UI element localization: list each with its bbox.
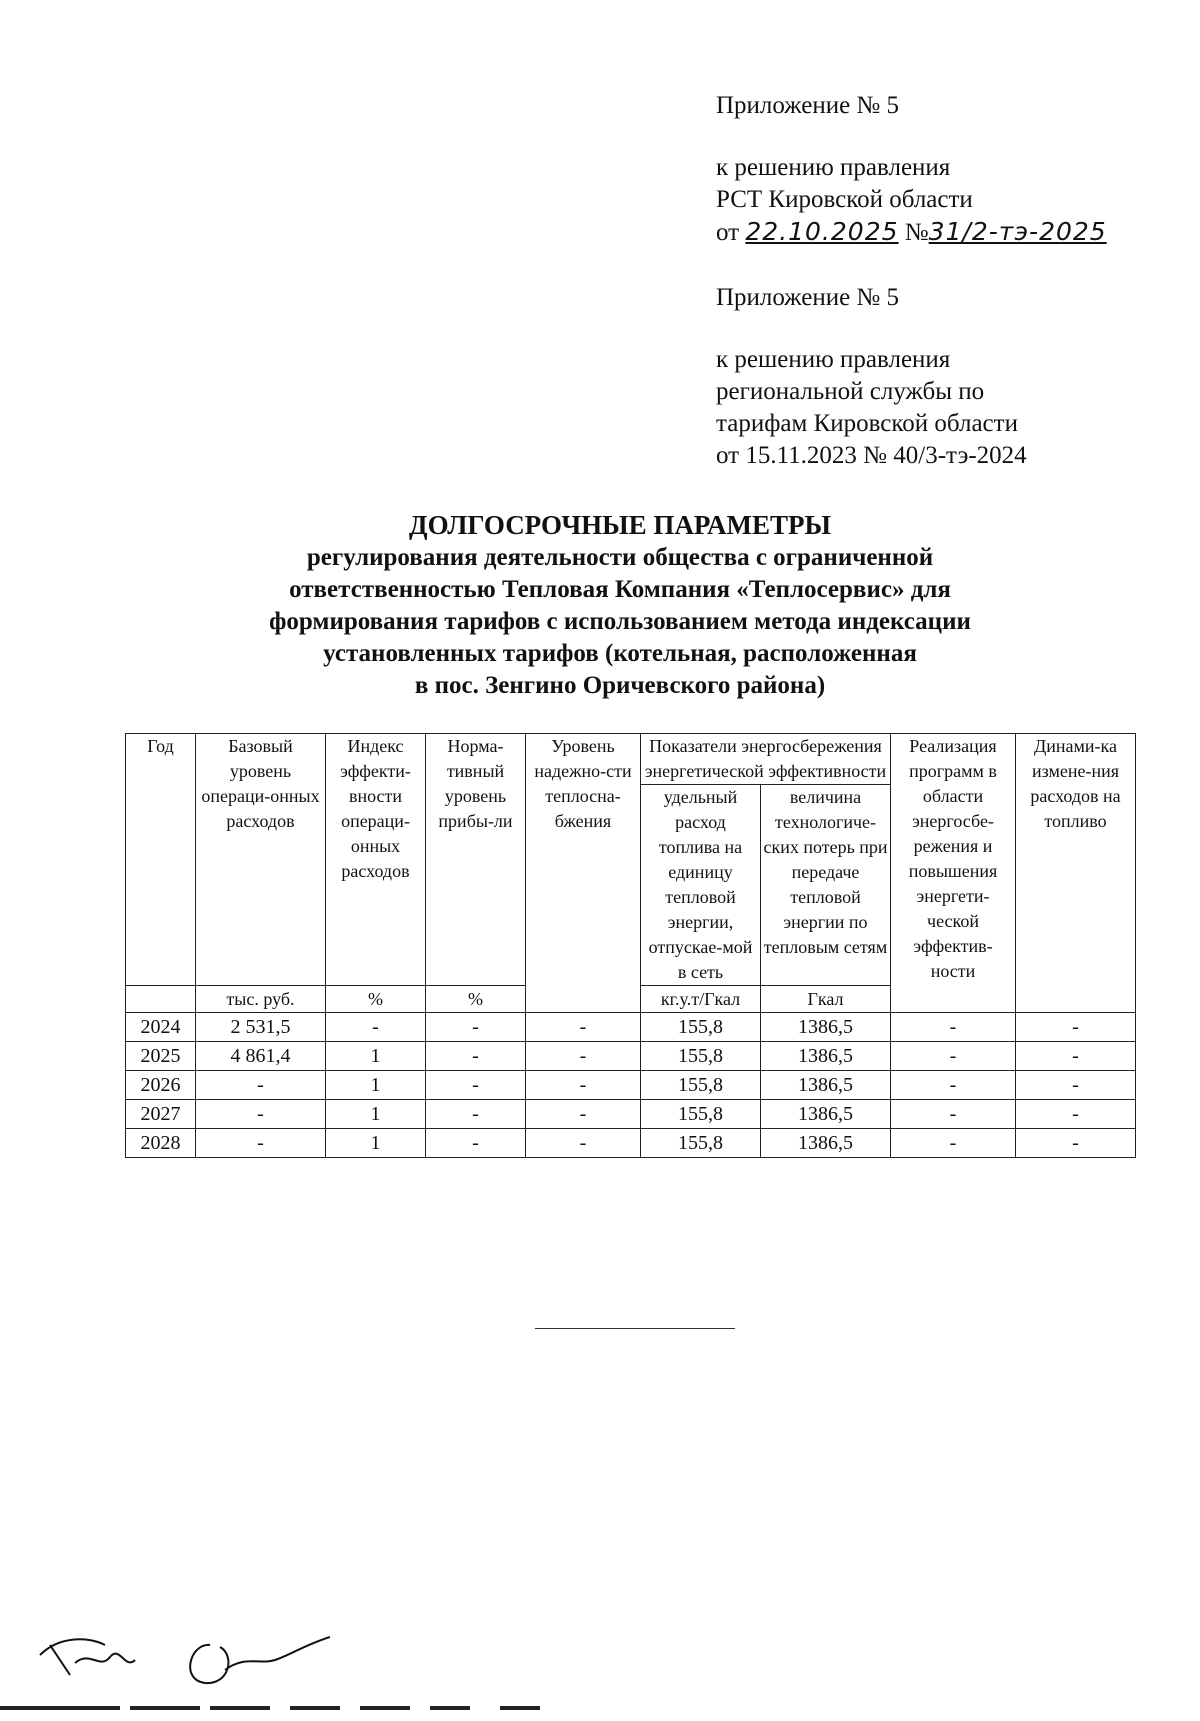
cell-year: 2025 bbox=[126, 1042, 196, 1071]
unit-base: тыс. руб. bbox=[196, 986, 326, 1013]
cell-reliability: - bbox=[526, 1013, 641, 1042]
title-line: установленных тарифов (котельная, расположенная bbox=[323, 640, 917, 667]
appendix-title: Приложение № 5 bbox=[716, 284, 900, 311]
header-fuel-rate: удельный расход топлива на единицу тепловой энергии, отпускае-мой в сеть bbox=[641, 785, 761, 986]
header-line: тарифам Кировской области bbox=[716, 410, 1018, 437]
date-prefix: от bbox=[716, 219, 740, 246]
header-reliability: Уровень надежно-сти теплосна-бжения bbox=[526, 734, 641, 1013]
cell-programs: - bbox=[891, 1100, 1016, 1129]
unit-year bbox=[126, 986, 196, 1013]
unit-norm: % bbox=[426, 986, 526, 1013]
cell-losses: 1386,5 bbox=[761, 1042, 891, 1071]
cell-programs: - bbox=[891, 1042, 1016, 1071]
cell-dynamics: - bbox=[1016, 1071, 1136, 1100]
cell-base: 4 861,4 bbox=[196, 1042, 326, 1071]
cell-programs: - bbox=[891, 1071, 1016, 1100]
cell-index: 1 bbox=[326, 1129, 426, 1158]
title-line: в пос. Зенгино Оричевского района) bbox=[414, 672, 826, 699]
header-line: региональной службы по bbox=[716, 378, 985, 405]
number-prefix: № bbox=[904, 219, 929, 246]
unit-fuel: кг.у.т/Гкал bbox=[641, 986, 761, 1013]
cell-index: 1 bbox=[326, 1071, 426, 1100]
cell-dynamics: - bbox=[1016, 1129, 1136, 1158]
cell-losses: 1386,5 bbox=[761, 1129, 891, 1158]
document-title bbox=[180, 508, 1060, 702]
cell-dynamics: - bbox=[1016, 1042, 1136, 1071]
cell-norm: - bbox=[426, 1100, 526, 1129]
cell-losses: 1386,5 bbox=[761, 1100, 891, 1129]
header-year: Год bbox=[126, 734, 196, 986]
spacer bbox=[716, 314, 1027, 344]
cell-year: 2024 bbox=[126, 1013, 196, 1042]
cell-index: 1 bbox=[326, 1100, 426, 1129]
cell-base: 2 531,5 bbox=[196, 1013, 326, 1042]
header-losses: величина технологиче-ских потерь при передаче тепловой энергии по тепловым сетям bbox=[761, 785, 891, 986]
header-line: к решению правления bbox=[716, 346, 951, 373]
cell-reliability: - bbox=[526, 1042, 641, 1071]
table-row bbox=[126, 1100, 1136, 1129]
cell-index: - bbox=[326, 1013, 426, 1042]
unit-losses: Гкал bbox=[761, 986, 891, 1013]
table-row bbox=[126, 1129, 1136, 1158]
table-row bbox=[126, 1042, 1136, 1071]
cell-programs: - bbox=[891, 1129, 1016, 1158]
cell-losses: 1386,5 bbox=[761, 1013, 891, 1042]
cell-dynamics: - bbox=[1016, 1100, 1136, 1129]
cell-base: - bbox=[196, 1129, 326, 1158]
appendix-header-old bbox=[716, 282, 1027, 472]
unit-index: % bbox=[326, 986, 426, 1013]
header-energy-group: Показатели энергосбережения энергетической эффективности bbox=[641, 734, 891, 785]
header-line: от 15.11.2023 № 40/3-тэ-2024 bbox=[716, 442, 1027, 469]
cell-fuel: 155,8 bbox=[641, 1071, 761, 1100]
cell-norm: - bbox=[426, 1042, 526, 1071]
table-body bbox=[126, 1013, 1136, 1158]
title-main: ДОЛГОСРОЧНЫЕ ПАРАМЕТРЫ bbox=[409, 510, 831, 540]
cell-norm: - bbox=[426, 1071, 526, 1100]
cell-reliability: - bbox=[526, 1129, 641, 1158]
signature bbox=[30, 1615, 330, 1700]
authority-line: РСТ Кировской области bbox=[716, 186, 973, 213]
cell-fuel: 155,8 bbox=[641, 1100, 761, 1129]
cell-norm: - bbox=[426, 1129, 526, 1158]
decision-line: к решению правления bbox=[716, 154, 951, 181]
decision-date-line bbox=[716, 216, 1107, 249]
cell-year: 2026 bbox=[126, 1071, 196, 1100]
cell-programs: - bbox=[891, 1013, 1016, 1042]
cell-fuel: 155,8 bbox=[641, 1129, 761, 1158]
header-normative-profit: Норма-тивный уровень прибы-ли bbox=[426, 734, 526, 986]
spacer bbox=[716, 122, 1107, 152]
cell-norm: - bbox=[426, 1013, 526, 1042]
title-line: регулирования деятельности общества с ограниченной bbox=[306, 544, 934, 571]
title-line: ответственностью Тепловая Компания «Теплосервис» для bbox=[289, 576, 951, 603]
cell-index: 1 bbox=[326, 1042, 426, 1071]
header-fuel-dynamics: Динами-ка измене-ния расходов на топливо bbox=[1016, 734, 1136, 1013]
cell-base: - bbox=[196, 1100, 326, 1129]
appendix-header-new bbox=[716, 90, 1107, 249]
cell-fuel: 155,8 bbox=[641, 1042, 761, 1071]
cell-year: 2028 bbox=[126, 1129, 196, 1158]
appendix-title: Приложение № 5 bbox=[716, 92, 900, 119]
handwritten-date: 22.10.2025 bbox=[745, 217, 899, 246]
separator-line bbox=[535, 1328, 735, 1329]
title-line: формирования тарифов с использованием метода индексации bbox=[269, 608, 971, 635]
cell-reliability: - bbox=[526, 1071, 641, 1100]
cell-dynamics: - bbox=[1016, 1013, 1136, 1042]
header-base-opex: Базовый уровень операци-онных расходов bbox=[196, 734, 326, 986]
cell-losses: 1386,5 bbox=[761, 1071, 891, 1100]
table-row bbox=[126, 1071, 1136, 1100]
table-row bbox=[126, 1013, 1136, 1042]
header-efficiency-index: Индекс эффекти-вности операци-онных расходов bbox=[326, 734, 426, 986]
cell-reliability: - bbox=[526, 1100, 641, 1129]
cell-fuel: 155,8 bbox=[641, 1013, 761, 1042]
cell-year: 2027 bbox=[126, 1100, 196, 1129]
page-edge-marks bbox=[0, 1706, 580, 1712]
header-programs: Реализация программ в области энергосбе-режения и повышения энергети-ческой эффектив-ности bbox=[891, 734, 1016, 1013]
parameters-table bbox=[125, 733, 1136, 1158]
cell-base: - bbox=[196, 1071, 326, 1100]
handwritten-number: 31/2-тэ-2025 bbox=[928, 217, 1107, 246]
